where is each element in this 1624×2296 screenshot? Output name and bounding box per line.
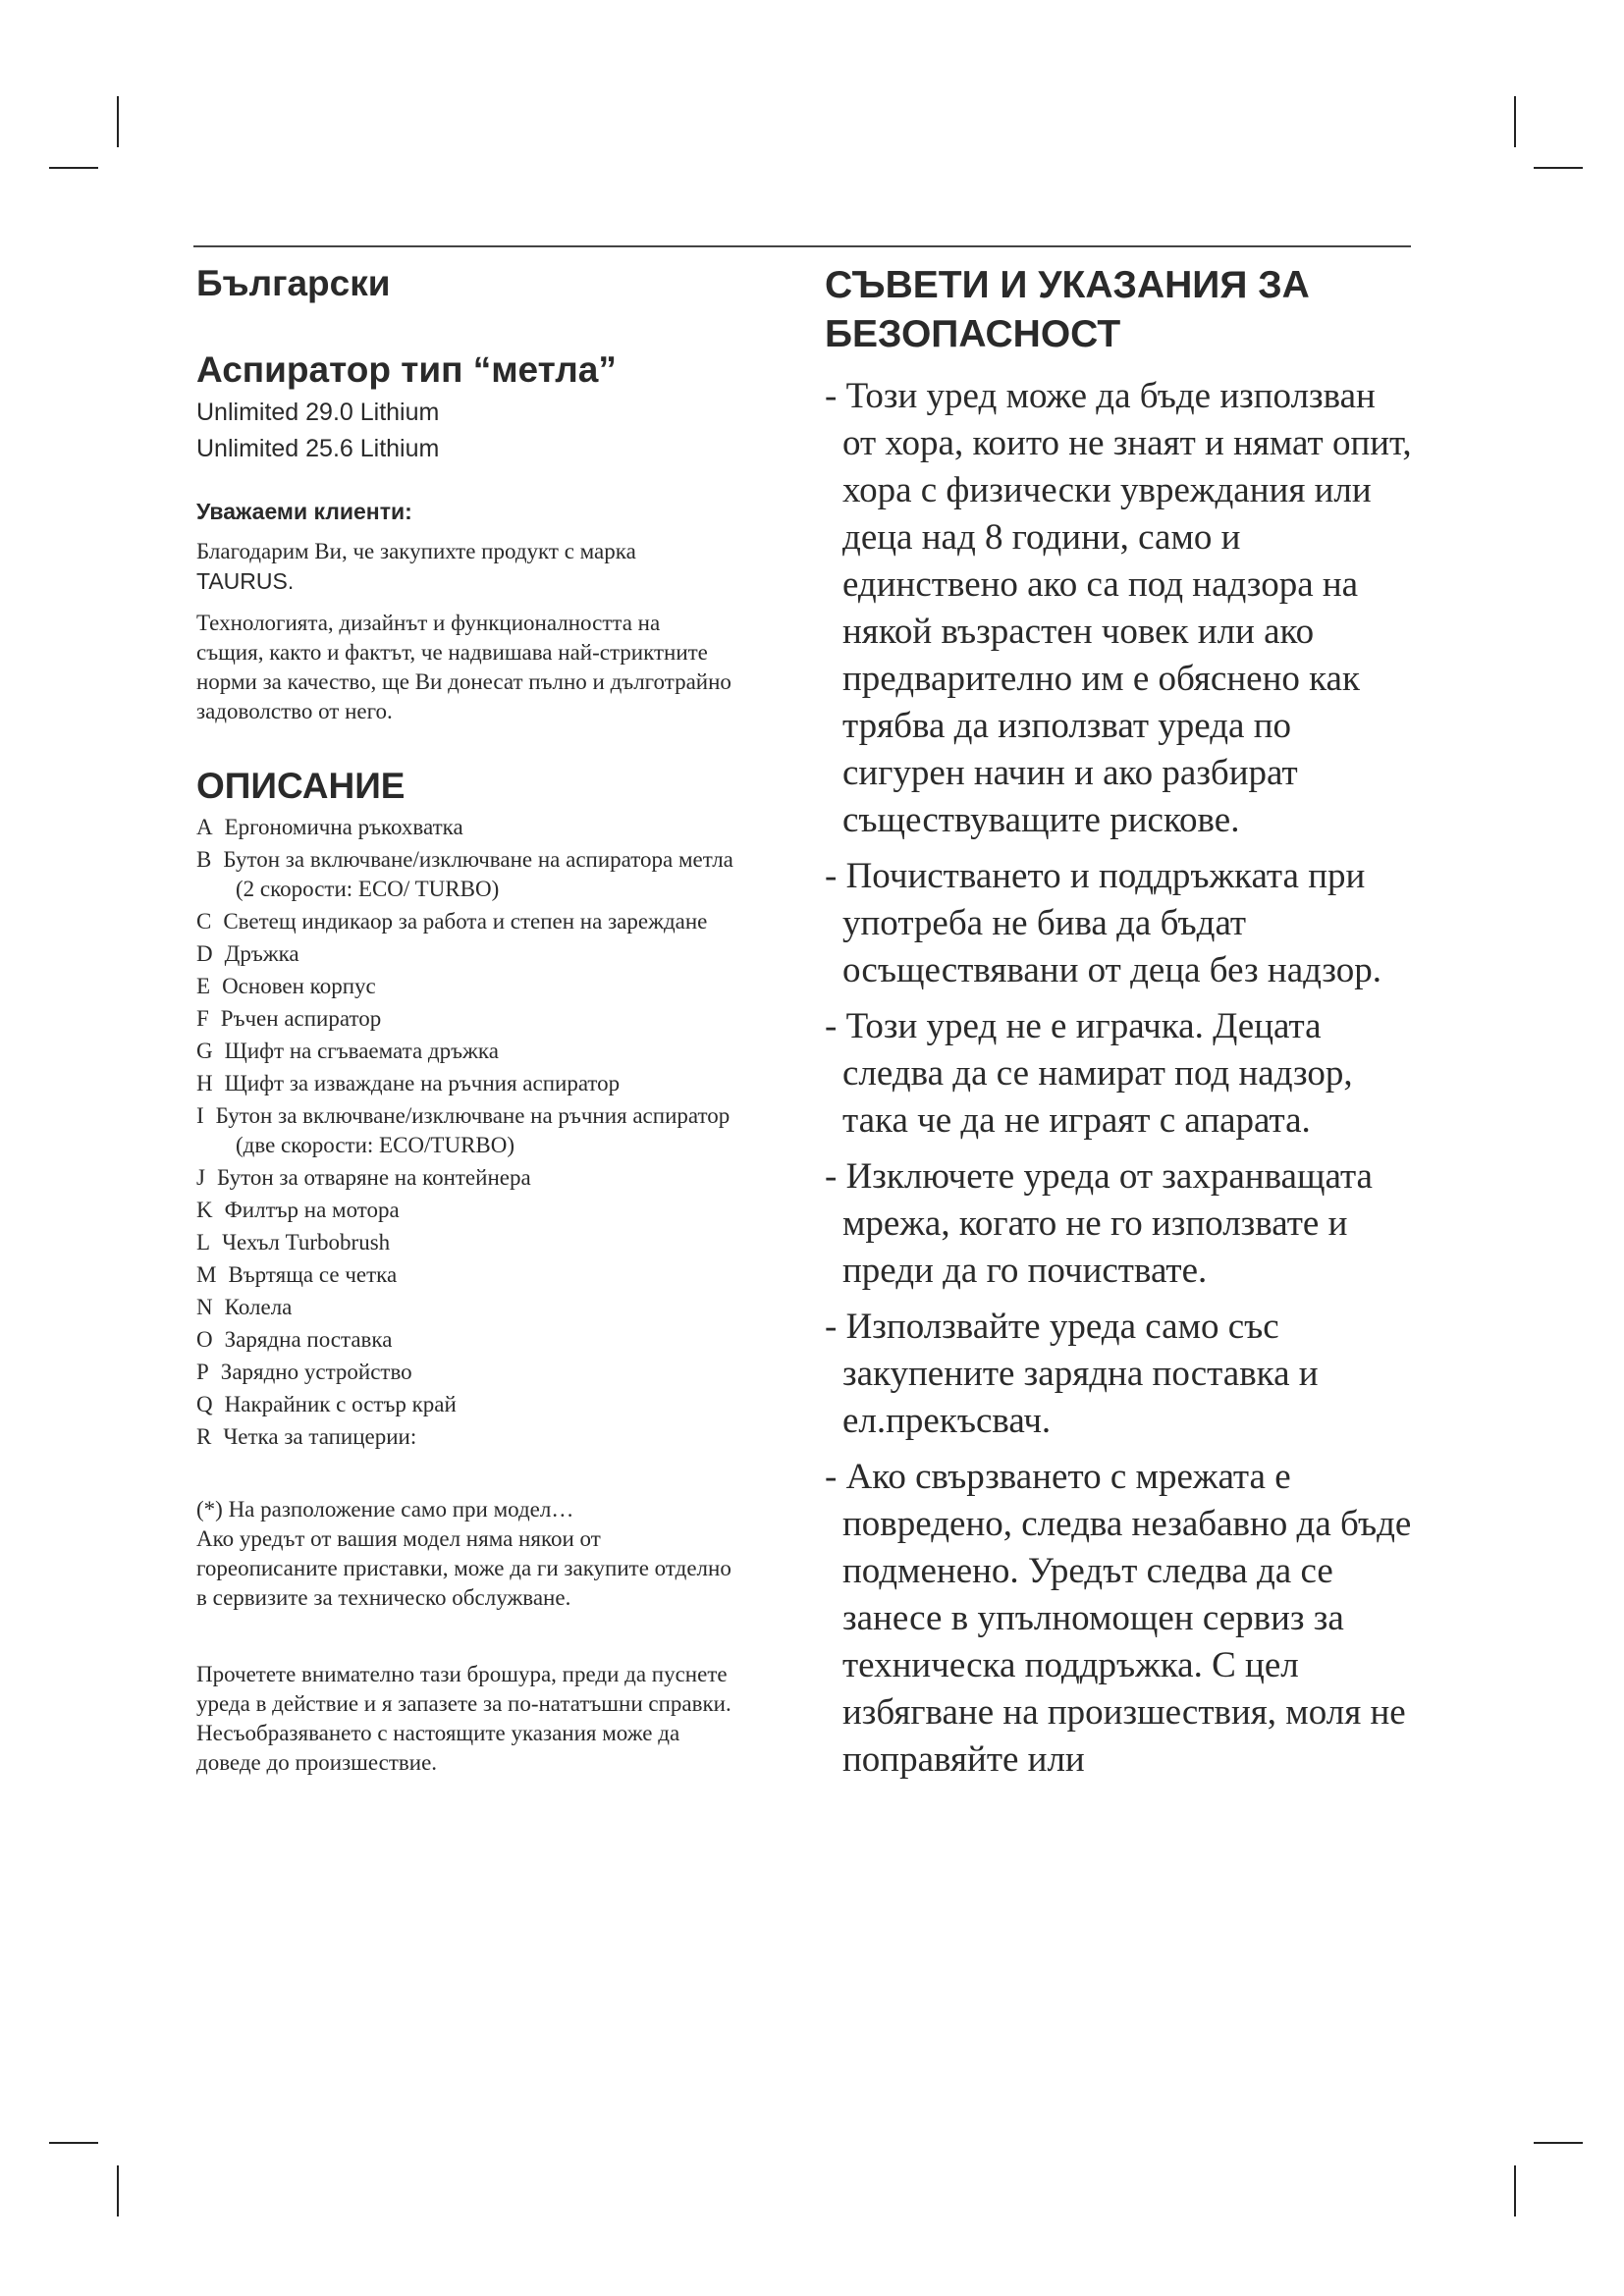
description-item — [196, 1228, 746, 1257]
description-item — [196, 1293, 746, 1322]
description-item — [196, 1422, 746, 1452]
description-heading: ОПИСАНИЕ — [196, 766, 406, 806]
item-text: Щифт за изваждане на ръчния аспиратор — [224, 1071, 621, 1095]
crop-mark-top-right-vertical — [1514, 96, 1516, 147]
item-letter: L — [196, 1230, 211, 1255]
item-text: Бутон за включване/изключване на ръчния аспиратор (две скорости: ECO/TURBO) — [215, 1103, 731, 1157]
description-item — [196, 1004, 746, 1034]
technology-paragraph: Технологията, дизайнът и функционалността на същия, както и фактът, че надвишава най-стриктните норми за качество, ще Ви донесат пълно и дълготрайно задоволство от него. — [196, 611, 731, 723]
thanks-paragraph — [196, 537, 746, 597]
item-letter: F — [196, 1006, 209, 1031]
model-name: Unlimited 25.6 Lithium — [196, 435, 440, 462]
greeting: Уважаеми клиенти: — [196, 499, 412, 524]
crop-mark-bottom-left-horizontal — [49, 2142, 98, 2144]
safety-item: - Този уред може да бъде използван от хора, които не знаят и нямат опит, хора с физически увреждания или деца над 8 години, само и единствено ако са под надзора на някой възрастен човек или ако предварително им е обяснено как трябва да използват уреда по сигурен начин и ако разбират съществуващите рискове. — [825, 376, 1412, 840]
item-text: Дръжка — [224, 941, 299, 966]
description-item — [196, 907, 746, 936]
description-item — [196, 1260, 746, 1290]
item-text: Бутон за отваряне на контейнера — [216, 1165, 531, 1190]
description-item — [196, 1325, 746, 1355]
description-item — [196, 1390, 746, 1419]
description-item — [196, 1069, 746, 1098]
crop-mark-bottom-right-vertical — [1514, 2165, 1516, 2216]
product-title: Аспиратор тип “метла” — [196, 349, 617, 390]
description-item — [196, 972, 746, 1001]
item-letter: Q — [196, 1392, 213, 1416]
item-letter: K — [196, 1198, 213, 1222]
item-text: Зарядно устройство — [220, 1360, 412, 1384]
item-text: Основен корпус — [222, 974, 376, 998]
description-item — [196, 1196, 746, 1225]
item-letter: N — [196, 1295, 213, 1319]
safety-item: - Изключете уреда от захранващата мрежа, когато не го използвате и преди да го почиствате. — [825, 1156, 1373, 1291]
safety-item: - Почистването и поддръжката при употреба не бива да бъдат осъществявани от деца без надзор. — [825, 856, 1382, 990]
description-item — [196, 939, 746, 969]
item-letter: O — [196, 1327, 213, 1352]
item-letter: E — [196, 974, 211, 998]
item-text: Ергономична ръкохватка — [224, 815, 463, 839]
item-letter: P — [196, 1360, 209, 1384]
description-item — [196, 1101, 746, 1160]
item-letter: G — [196, 1039, 213, 1063]
read-instructions-paragraph: Прочетете внимателно тази брошура, преди да пуснете уреда в действие и я запазете за по-нататъшни справки. Несъобразяването с настоящите указания може да доведе до произшествие. — [196, 1662, 731, 1775]
item-text: Зарядна поставка — [224, 1327, 393, 1352]
item-text: Накрайник с остър край — [224, 1392, 457, 1416]
item-letter: B — [196, 847, 212, 872]
item-text: Светещ индикаор за работа и степен на зареждане — [223, 909, 708, 934]
safety-item: - Този уред не е играчка. Децата следва да се намират под надзор, така че да не играят с апарата. — [825, 1006, 1353, 1141]
availability-note: (*) На разположение само при модел… — [196, 1497, 574, 1522]
crop-mark-bottom-right-horizontal — [1534, 2142, 1583, 2144]
item-letter: H — [196, 1071, 213, 1095]
brand-name: TAURUS. — [196, 568, 295, 594]
safety-item: - Ако свързването с мрежата е повредено, следва незабавно да бъде подменено. Уредът следва да се занесе в упълномощен сервиз за техническа поддръжка. С цел избягване на произшествия, моля не поправяйте или — [825, 1457, 1412, 1780]
left-column — [196, 263, 746, 1778]
model-name: Unlimited 29.0 Lithium — [196, 399, 440, 426]
crop-mark-bottom-left-vertical — [117, 2165, 119, 2216]
item-text: Щифт на сгъваемата дръжка — [224, 1039, 499, 1063]
thanks-text: Благодарим Ви, че закупихте продукт с марка — [196, 539, 636, 563]
crop-mark-top-left-vertical — [117, 96, 119, 147]
item-text: Ръчен аспиратор — [220, 1006, 382, 1031]
header-rule — [193, 245, 1411, 247]
item-letter: D — [196, 941, 213, 966]
accessories-paragraph: Ако уредът от вашия модел няма някои от гореописаните приставки, може да ги закупите отделно в сервизите за техническо обслужване. — [196, 1526, 731, 1610]
item-letter: C — [196, 909, 212, 934]
item-text: Бутон за включване/изключване на аспиратора метла (2 скорости: ECO/ TURBO) — [223, 847, 733, 901]
crop-mark-top-right-horizontal — [1534, 167, 1583, 169]
item-text: Колела — [224, 1295, 293, 1319]
description-item — [196, 1037, 746, 1066]
item-letter: R — [196, 1424, 212, 1449]
description-item — [196, 813, 746, 842]
item-letter: I — [196, 1103, 204, 1128]
item-text: Филтър на мотора — [224, 1198, 400, 1222]
item-text: Чехъл Turbobrush — [222, 1230, 391, 1255]
item-letter: M — [196, 1262, 217, 1287]
language-heading: Български — [196, 263, 391, 303]
safety-item: - Използвайте уреда само със закупените зарядна поставка и ел.прекъсвач. — [825, 1307, 1319, 1441]
description-item — [196, 845, 746, 904]
safety-list — [825, 373, 1414, 1784]
item-letter: A — [196, 815, 213, 839]
crop-mark-top-left-horizontal — [49, 167, 98, 169]
description-item — [196, 1358, 746, 1387]
item-letter: J — [196, 1165, 205, 1190]
description-list — [196, 813, 746, 1452]
item-text: Въртяща се четка — [228, 1262, 398, 1287]
right-column — [825, 261, 1414, 1792]
item-text: Четка за тапицерии: — [223, 1424, 417, 1449]
safety-heading: СЪВЕТИ И УКАЗАНИЯ ЗА БЕЗОПАСНОСТ — [825, 264, 1310, 355]
description-item — [196, 1163, 746, 1193]
